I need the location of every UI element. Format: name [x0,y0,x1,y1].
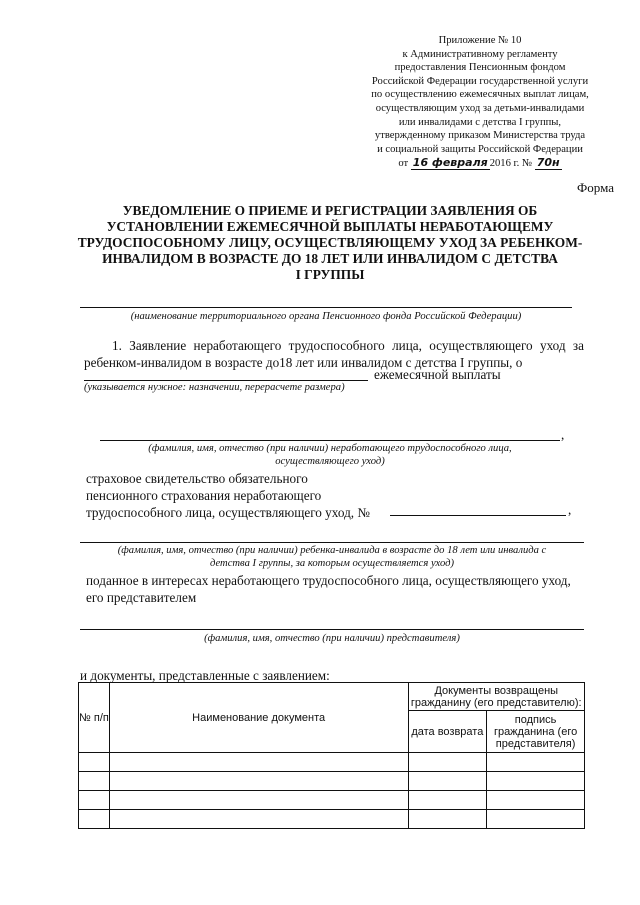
table-cell[interactable] [79,791,110,810]
col-name-header: Наименование документа [109,683,408,753]
title-line: ТРУДОСПОСОБНОМУ ЛИЦУ, ОСУЩЕСТВЛЯЮЩЕМУ УХОД ЗА РЕБЕНКОМ- [77,235,583,250]
table-row [79,772,585,791]
caption-line: (фамилия, имя, отчество (при наличии) неработающего трудоспособного лица, [148,443,512,454]
caption-line: осуществляющего уход) [275,455,385,467]
title-line: УСТАНОВЛЕНИИ ЕЖЕМЕСЯЧНОЙ ВЫПЛАТЫ НЕРАБОТАЮЩЕМУ [106,219,554,234]
appendix-block [330,34,630,171]
table-row [79,753,585,772]
date-suffix: 2016 г. № [489,158,533,170]
comma: , [568,502,572,517]
table-row [79,791,585,810]
submitted-line: поданное в интересах неработающего трудоспособного лица, осуществляющего уход, [86,573,571,588]
col-date-header: дата возврата [408,711,487,753]
table-cell[interactable] [408,791,487,810]
appendix-date-line [330,156,630,171]
table-cell[interactable] [109,810,408,829]
table-cell[interactable] [109,772,408,791]
form-label: Форма [577,180,614,195]
insurance-line: страховое свидетельство обязательного [86,471,308,486]
child-name-field[interactable] [80,542,584,543]
territorial-organ-field[interactable] [80,307,572,308]
appendix-line: и социальной защиты Российской Федерации [377,143,583,155]
number-handwritten: 70н [536,156,560,170]
caption-child [80,545,584,570]
table-cell[interactable] [79,753,110,772]
comma: , [561,427,565,442]
appendix-line: утвержденному приказом Министерства труда [374,130,586,142]
representative-name-field[interactable] [80,629,584,630]
col-returned-header: Документы возвращены гражданину (его представителю): [408,683,585,711]
caption-caregiver [100,443,560,468]
table-cell[interactable] [487,772,585,791]
date-handwritten: 16 февраля [412,156,488,170]
appendix-line: Приложение № 10 [438,35,522,46]
table-cell[interactable] [408,772,487,791]
document-title [60,203,600,283]
insurance-line: трудоспособного лица, осуществляющего уход, № [86,505,370,520]
table-cell[interactable] [487,753,585,772]
appendix-line: по осуществлению ежемесячных выплат лицам, [371,89,589,101]
caption-territorial: (наименование территориального органа Пенсионного фонда Российской Федерации) [130,311,522,322]
caption-line: детства I группы, за которым осуществляется уход) [210,557,454,569]
appendix-line: предоставления Пенсионным фондом [394,62,566,74]
monthly-payment-text: ежемесячной выплаты [374,367,501,382]
caption-specify: (указывается нужное: назначении, перерасчете размера) [84,382,345,393]
documents-table [78,682,585,829]
col-signature-header: подпись гражданина (его представителя) [487,711,585,753]
caregiver-name-field[interactable] [100,440,560,441]
submitted-text [86,572,571,606]
table-cell[interactable] [79,810,110,829]
appendix-line: Российской Федерации государственной услуги [371,75,589,87]
caption-line: (фамилия, имя, отчество (при наличии) ребенка-инвалида в возрасте до 18 лет или инвалида с [117,545,547,556]
table-cell[interactable] [109,791,408,810]
insurance-text [86,470,370,521]
table-cell[interactable] [487,810,585,829]
paragraph-1: 1. Заявление неработающего трудоспособного лица, осуществляющего уход за ребенком-инвалидом в возрасте до18 лет или инвалидом с детства I группы, о [84,338,584,370]
documents-intro: и документы, представленные с заявлением: [80,668,330,683]
payment-type-field[interactable] [84,380,368,381]
table-cell[interactable] [109,753,408,772]
table-cell[interactable] [487,791,585,810]
appendix-line: или инвалидами с детства I группы, [398,116,562,128]
insurance-line: пенсионного страхования неработающего [86,488,322,503]
appendix-line: осуществляющим уход за детьми-инвалидами [375,102,585,114]
caption-representative: (фамилия, имя, отчество (при наличии) представителя) [204,633,460,644]
submitted-line: его представителем [86,590,197,605]
table-cell[interactable] [79,772,110,791]
title-line: I ГРУППЫ [295,267,365,282]
insurance-number-field[interactable] [390,515,566,516]
col-num-header: № п/п [79,683,110,753]
appendix-line: к Административному регламенту [402,48,558,60]
table-row [79,810,585,829]
date-prefix: от [398,158,409,170]
title-line: ИНВАЛИДОМ В ВОЗРАСТЕ ДО 18 ЛЕТ ИЛИ ИНВАЛИДОМ С ДЕТСТВА [102,251,558,266]
table-cell[interactable] [408,753,487,772]
table-cell[interactable] [408,810,487,829]
title-line: УВЕДОМЛЕНИЕ О ПРИЕМЕ И РЕГИСТРАЦИИ ЗАЯВЛЕНИЯ ОБ [122,203,538,218]
